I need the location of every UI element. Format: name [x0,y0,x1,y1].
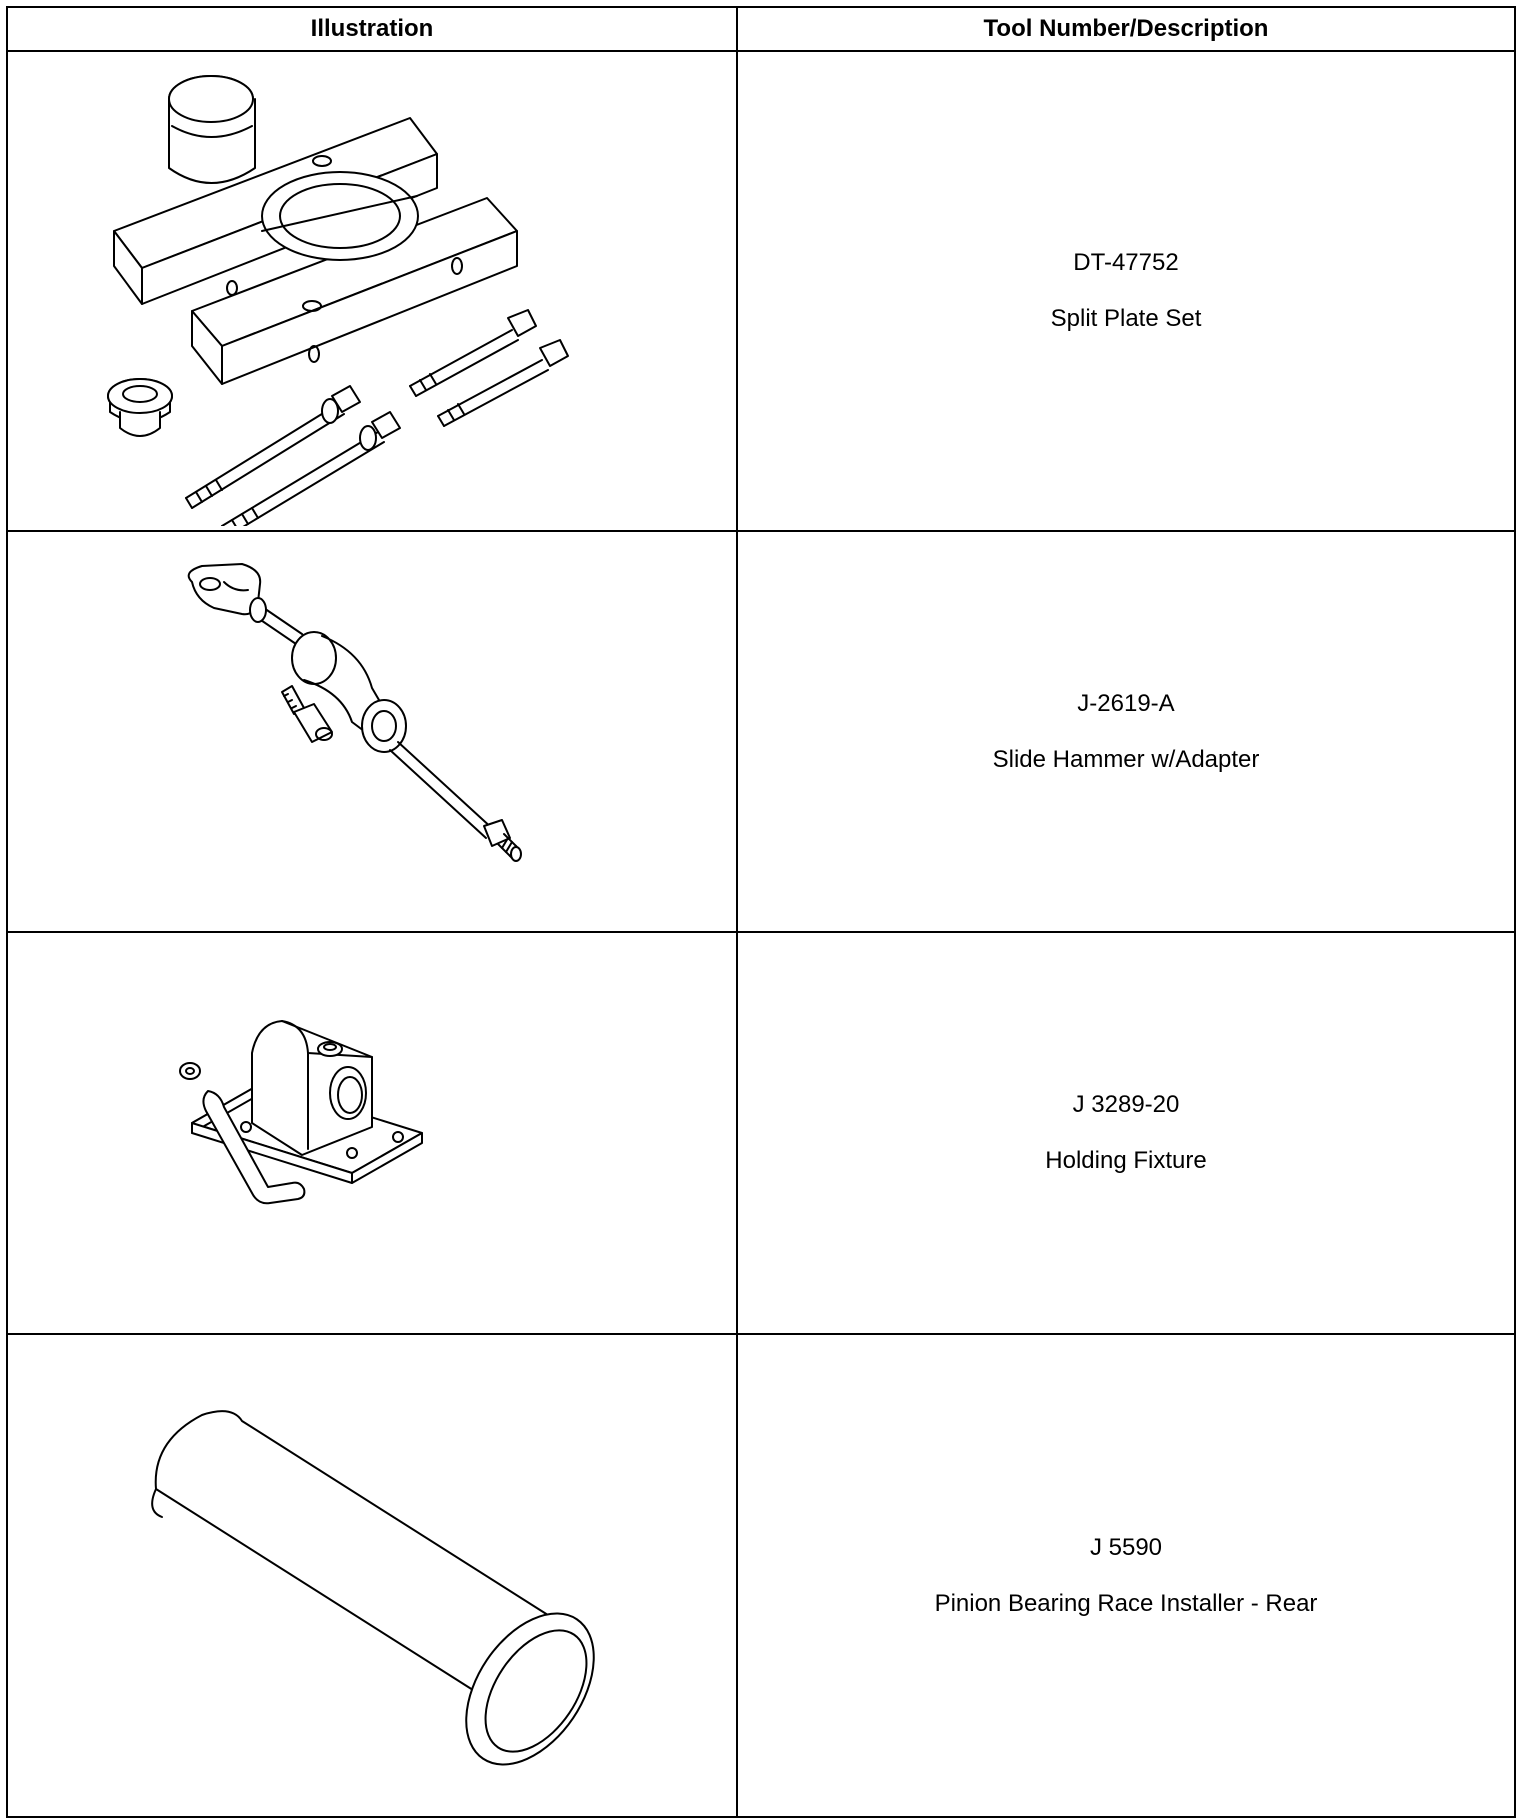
table-header-row [7,7,1515,51]
table-row [7,51,1515,531]
race-installer-illustration [132,1361,612,1791]
bolt-icon [222,412,400,526]
description-cell [737,1334,1515,1817]
tool-number: J 5590 [1089,1533,1163,1561]
header-illustration: Illustration [7,7,737,51]
slide-hammer-illustration [172,562,572,902]
bushing-icon [108,379,172,436]
bolt-icon [410,310,536,396]
tool-number: DT-47752 [1073,249,1179,276]
tool-table [6,6,1516,1818]
tool-description: Holding Fixture [1045,1147,1207,1174]
table-row [7,932,1515,1334]
header-tool-number-description: Tool Number/Description [737,7,1515,51]
table-row [7,531,1515,932]
holding-fixture-illustration [172,1003,572,1263]
description-cell [737,531,1515,932]
illustration-cell [7,1334,737,1817]
tool-number: J 3289-20 [1072,1091,1180,1118]
tool-description: Slide Hammer w/Adapter [992,745,1260,773]
tool-number: J-2619-A [1077,689,1175,717]
description-cell [737,932,1515,1334]
description-cell [737,51,1515,531]
table-row [7,1334,1515,1817]
illustration-cell [7,51,737,531]
bolt-icon [438,340,568,426]
tool-description: Pinion Bearing Race Installer - Rear [934,1589,1318,1617]
illustration-cell [7,932,737,1334]
nut-icon [180,1063,200,1079]
bolt-icon [186,386,360,508]
illustration-cell [7,531,737,932]
tool-description: Split Plate Set [1050,305,1202,332]
split-plate-set-illustration [92,56,652,526]
split-ring-icon [262,172,418,260]
cup-piece-icon [169,76,255,183]
